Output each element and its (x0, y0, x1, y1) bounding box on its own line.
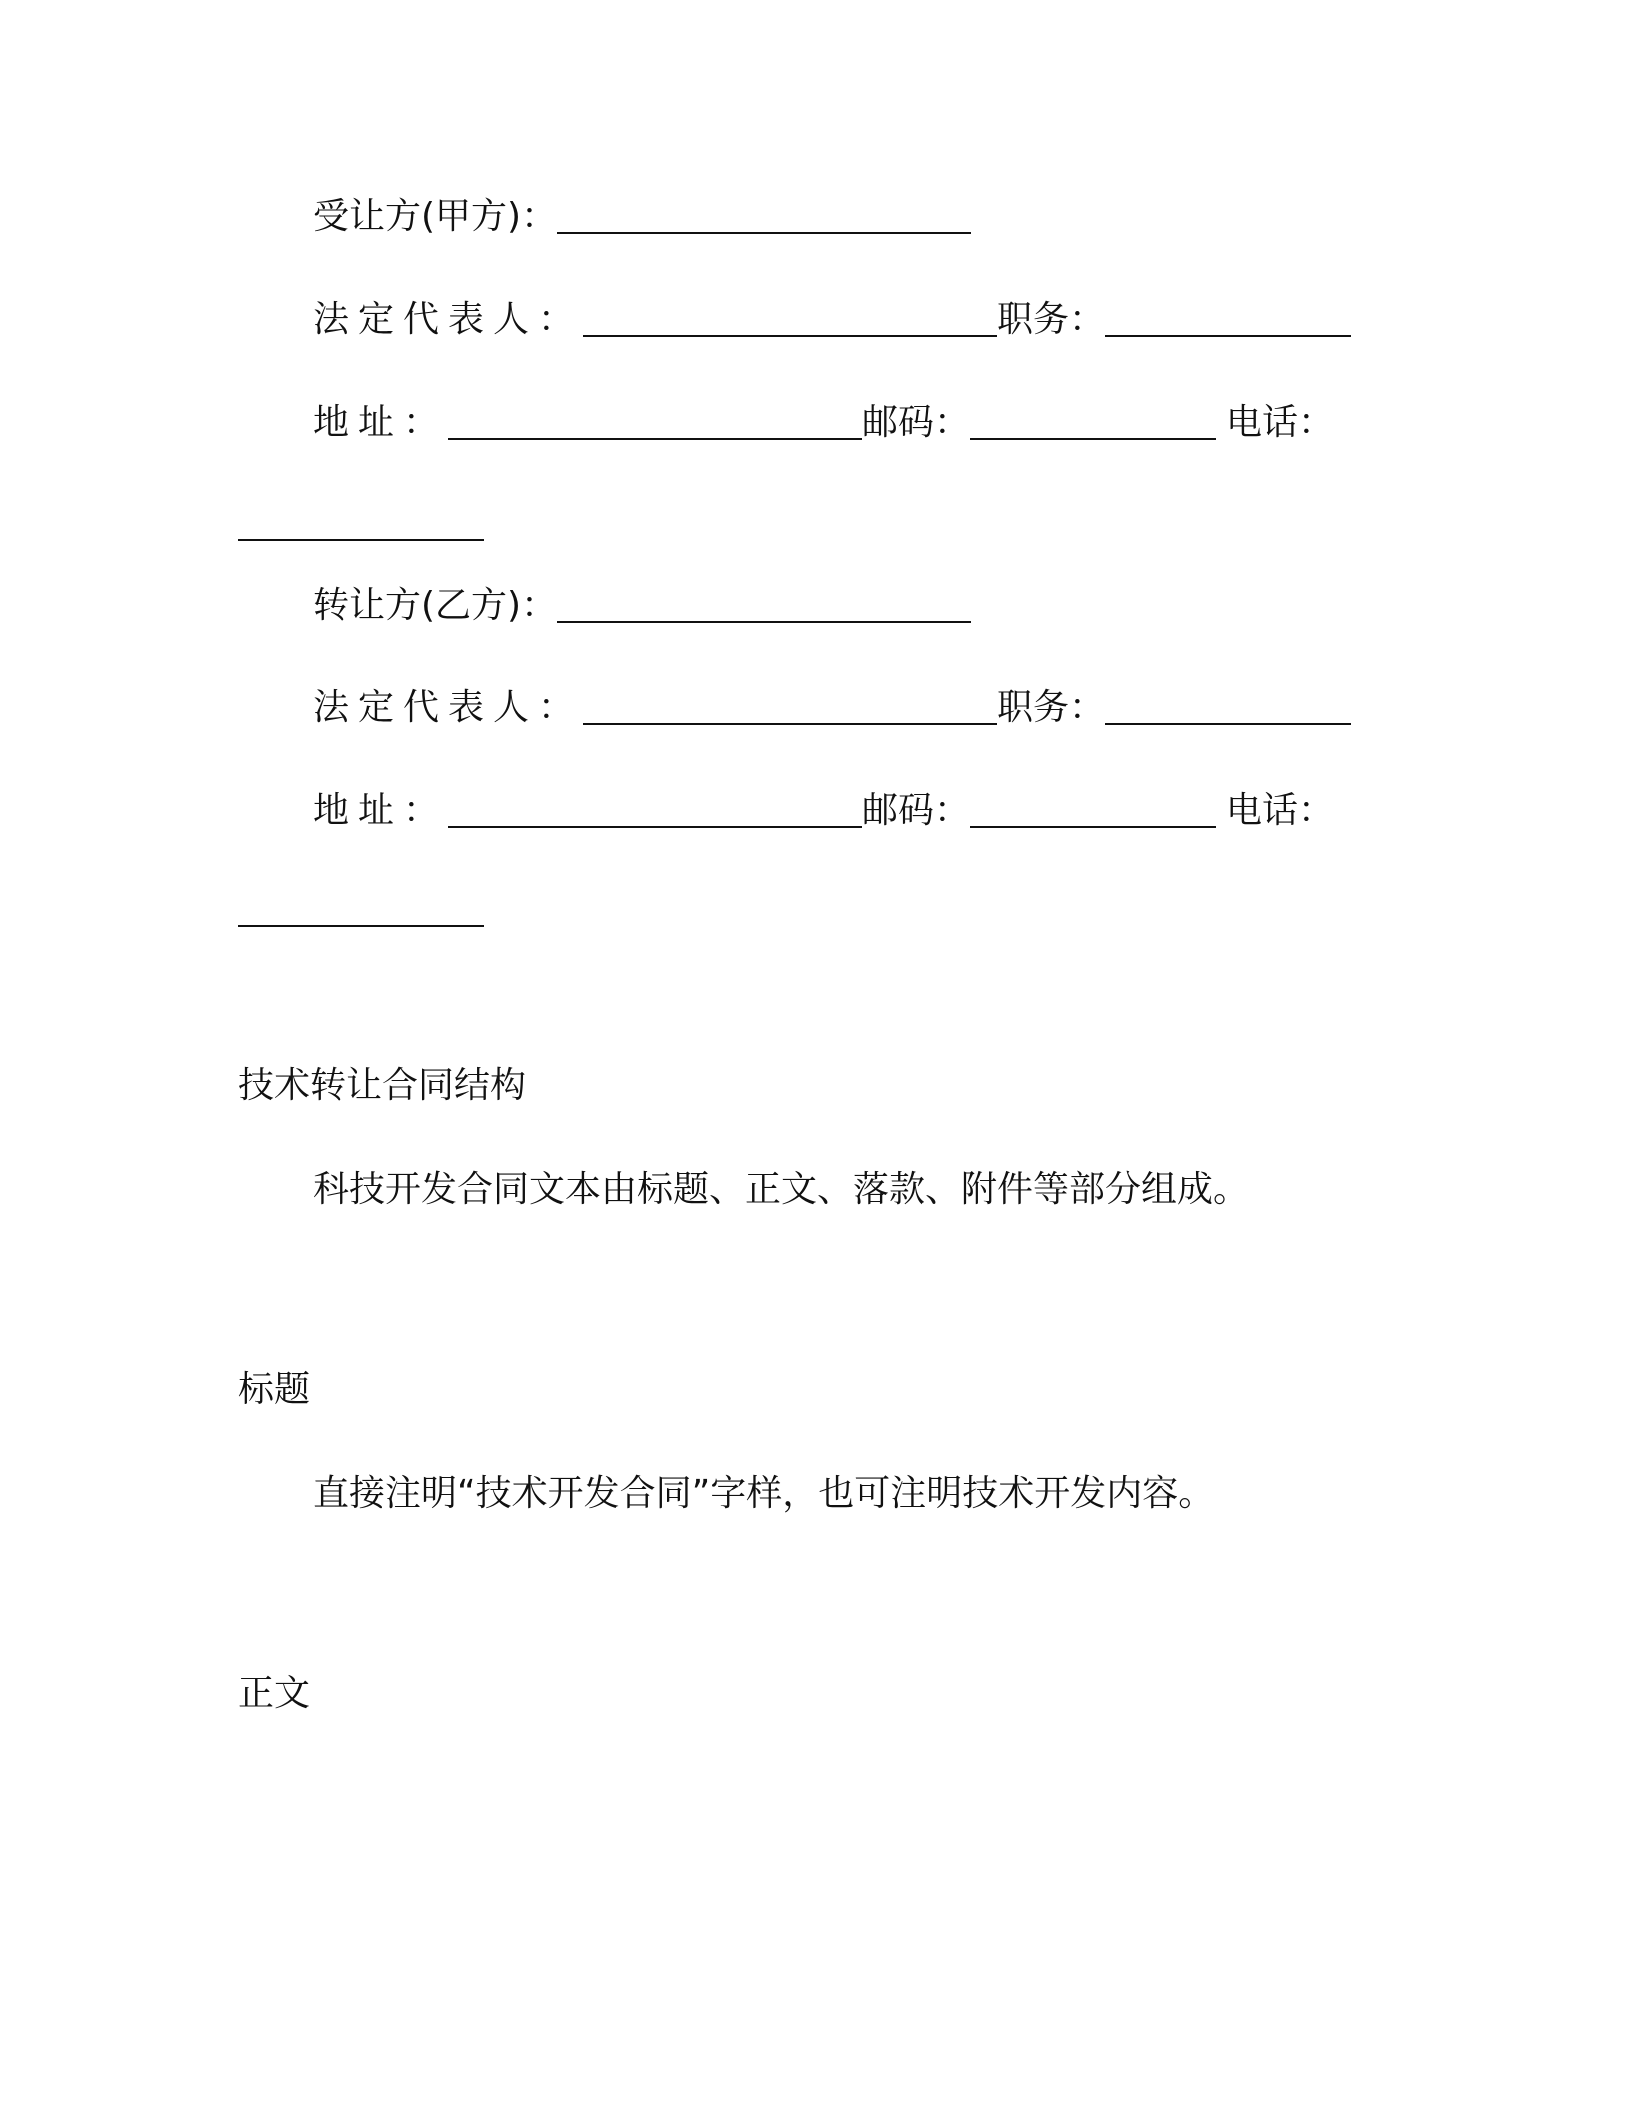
party-a-name-blank[interactable] (557, 204, 971, 234)
party-a-postcode-label: 邮码： (862, 402, 971, 443)
section-body-title: 直接注明“技术开发合同”字样，也可注明技术开发内容。 (313, 1473, 1215, 1514)
party-a-phone-label: 电话： (1226, 402, 1335, 443)
party-b-name-label: 转让方(乙方)： (313, 585, 558, 626)
party-a-rep-blank[interactable] (583, 307, 997, 337)
party-b-phone-line (238, 886, 484, 934)
party-a-address-label: 地址： (313, 402, 449, 443)
party-b-phone-blank[interactable] (238, 897, 484, 927)
party-a-name-label: 受让方(甲方)： (313, 196, 558, 237)
party-a-name-line (313, 193, 971, 241)
section-heading-main-text: 正文 (238, 1673, 311, 1714)
party-a-phone-line (238, 500, 484, 548)
party-a-rep-line (313, 296, 1351, 344)
party-b-name-line (313, 582, 971, 630)
party-a-position-label: 职务： (997, 299, 1106, 340)
party-b-postcode-label: 邮码： (862, 790, 971, 831)
party-b-address-line (313, 787, 1334, 835)
party-b-rep-label: 法定代表人： (313, 687, 584, 728)
party-b-phone-label: 电话： (1226, 790, 1335, 831)
party-b-name-blank[interactable] (557, 593, 971, 623)
party-b-position-label: 职务： (997, 687, 1106, 728)
party-b-rep-blank[interactable] (583, 695, 997, 725)
party-a-address-blank[interactable] (448, 410, 862, 440)
party-a-phone-blank[interactable] (238, 511, 484, 541)
party-a-postcode-blank[interactable] (970, 410, 1216, 440)
party-b-position-blank[interactable] (1105, 695, 1351, 725)
party-b-address-blank[interactable] (448, 798, 862, 828)
party-b-postcode-blank[interactable] (970, 798, 1216, 828)
section-body-structure: 科技开发合同文本由标题、正文、落款、附件等部分组成。 (313, 1169, 1250, 1210)
party-b-address-label: 地址： (313, 790, 449, 831)
party-a-address-line (313, 399, 1334, 447)
party-a-rep-label: 法定代表人： (313, 299, 584, 340)
party-b-rep-line (313, 684, 1351, 732)
section-heading-structure: 技术转让合同结构 (238, 1065, 527, 1106)
party-a-position-blank[interactable] (1105, 307, 1351, 337)
section-heading-title: 标题 (238, 1369, 311, 1410)
